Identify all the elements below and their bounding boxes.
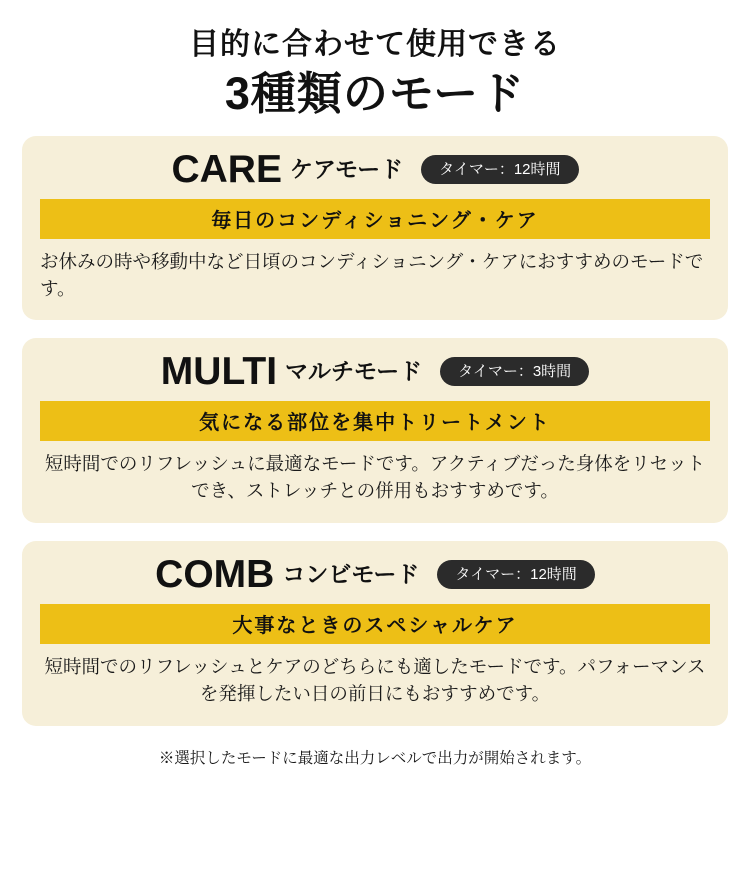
mode-card-care-header xyxy=(40,147,710,191)
mode-card-care xyxy=(22,136,728,321)
mode-multi-band: 気になる部位を集中トリートメント xyxy=(40,401,710,441)
mode-care-timer-badge: タイマー：12時間 xyxy=(421,155,578,184)
mode-card-multi-header xyxy=(40,350,710,394)
mode-card-comb-header xyxy=(40,555,710,594)
page-title-line-2: 3種類のモード xyxy=(224,67,526,119)
mode-care-name-jp: ケアモード xyxy=(289,155,404,182)
mode-care-description: お休みの時や移動中など日頃のコンディショニング・ケアにおすすめのモードです。 xyxy=(40,250,704,299)
mode-multi-description: 短時間でのリフレッシュに最適なモードです。アクティブだった身体をリセットでき、ストレッチとの併用もおすすめです。 xyxy=(44,453,706,502)
page-title xyxy=(22,26,728,122)
page-title-line-1: 目的に合わせて使用できる xyxy=(189,28,561,61)
mode-care-band: 毎日のコンディショニング・ケア xyxy=(40,199,710,239)
mode-comb-band: 大事なときのスペシャルケア xyxy=(40,604,710,644)
mode-multi-name-jp: マルチモード xyxy=(285,358,423,385)
mode-multi-name-en: MULTI xyxy=(160,350,278,394)
mode-comb-timer-badge: タイマー：12時間 xyxy=(437,560,594,589)
mode-multi-timer-badge: タイマー：3時間 xyxy=(440,357,589,386)
mode-care-name-en: CARE xyxy=(171,147,282,191)
bottom-spacer xyxy=(22,768,728,860)
footnote: ※選択したモードに最適な出力レベルで出力が開始されます。 xyxy=(158,749,592,767)
mode-comb-description: 短時間でのリフレッシュとケアのどちらにも適したモードです。パフォーマンスを発揮したい日の前日にもおすすめです。 xyxy=(44,656,706,704)
mode-comb-name-en: COMB xyxy=(155,553,275,596)
mode-card-multi xyxy=(22,338,728,523)
mode-comb-name-jp: コンビモード xyxy=(282,561,420,587)
mode-card-comb xyxy=(22,541,728,726)
